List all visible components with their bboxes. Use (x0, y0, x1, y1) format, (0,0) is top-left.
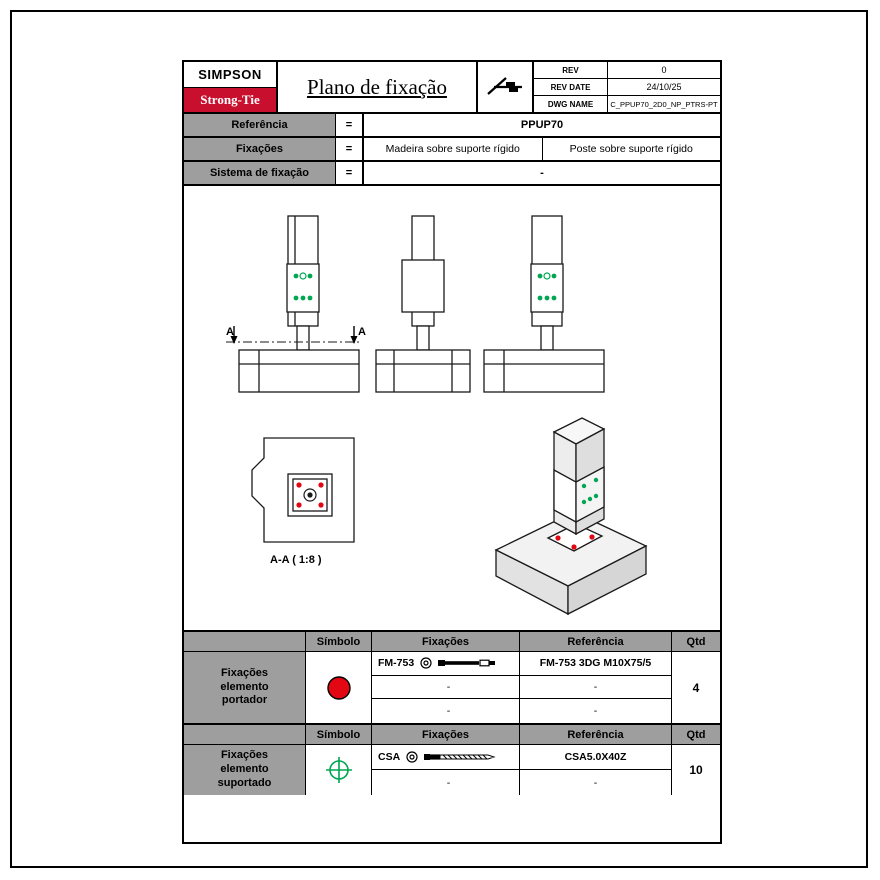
rev-row (534, 62, 720, 79)
table-row: CSA5.0X40Z (520, 745, 671, 770)
header-qtd: Qtd (686, 728, 706, 741)
rev-value: 0 (661, 65, 667, 75)
qty-cell-portador: 4 (692, 680, 700, 695)
logo-strongtie-text: Strong-Tie (184, 88, 276, 113)
table-row (372, 770, 519, 795)
fixing-name: - (446, 776, 451, 789)
table-row (372, 652, 519, 676)
sheet-title-cell (278, 62, 478, 112)
fixing-name: FM-753 (378, 657, 415, 670)
section-mark-right-label: A (358, 326, 366, 338)
header-referencia: Referência (520, 632, 672, 651)
role-label: Fixações elemento portador (220, 666, 269, 707)
header-fixacoes: Fixações (372, 725, 520, 744)
section-caption: A-A ( 1:8 ) (270, 554, 322, 566)
projection-symbol-cell (478, 62, 534, 112)
info-label: Sistema de fixação (184, 162, 336, 184)
symbol-cell-suportado (306, 745, 372, 795)
row-role-suportado (184, 745, 306, 795)
table-row: - (593, 704, 598, 717)
info-row-referencia (184, 114, 720, 138)
section-aa-view (252, 438, 354, 542)
technical-drawing-canvas (184, 186, 720, 632)
table-header-row (184, 632, 720, 652)
red-circle-symbol-icon (324, 673, 354, 703)
bolt-icon (436, 657, 498, 669)
fastener-icons (420, 657, 498, 669)
header-simbolo: Símbolo (306, 725, 372, 744)
screw-icon (422, 751, 498, 763)
table-body (184, 745, 720, 795)
washer-icon (406, 751, 418, 763)
info-value-fixacoes-2: Poste sobre suporte rígido (569, 143, 693, 155)
revision-block (534, 62, 720, 112)
table-row (372, 676, 519, 700)
rev-date-value: 24/10/25 (646, 82, 682, 92)
washer-icon (420, 657, 432, 669)
fixing-name: - (446, 704, 451, 717)
dwg-name-row (534, 96, 720, 112)
fixings-table-suportado (184, 725, 720, 795)
drawing-svg (184, 186, 720, 630)
view-isometric (496, 418, 646, 614)
company-logo (184, 62, 278, 112)
view-front-elevation (226, 216, 362, 392)
fixings-cell-portador (372, 652, 520, 723)
fixing-name: CSA (378, 751, 401, 763)
info-value-sistema: - (540, 167, 544, 179)
fastener-icons (406, 751, 498, 763)
info-label: Fixações (184, 138, 336, 160)
title-block (184, 62, 720, 114)
table-row: - (520, 676, 671, 700)
fixing-name: - (446, 680, 451, 693)
role-label: Fixações elemento suportado (217, 749, 272, 789)
reference-cell-suportado (520, 745, 672, 795)
reference-cell-portador (520, 652, 672, 723)
header-spacer (184, 632, 306, 651)
dwg-name-label: DWG NAME (534, 96, 608, 112)
header-fixacoes: Fixações (372, 632, 520, 651)
info-value-fixacoes-1: Madeira sobre suporte rígido (364, 138, 543, 160)
rev-label: REV (534, 62, 608, 78)
header-simbolo: Símbolo (306, 632, 372, 651)
page-title: Plano de fixação (307, 74, 447, 99)
fixings-table-portador (184, 632, 720, 725)
symbol-cell-portador (306, 652, 372, 723)
header-spacer (184, 725, 306, 744)
table-body (184, 652, 720, 723)
info-equals: = (336, 162, 364, 184)
rev-date-label: REV DATE (534, 79, 608, 95)
info-equals: = (336, 114, 364, 136)
view-side-elevation (376, 216, 470, 392)
info-equals: = (336, 138, 364, 160)
row-role-portador (184, 652, 306, 723)
dwg-name-value: C_PPUP70_2D0_NP_PTRS-PT (610, 99, 718, 109)
drawing-frame (182, 60, 722, 844)
info-row-fixacoes (184, 138, 720, 162)
info-row-sistema (184, 162, 720, 186)
welding-symbol-icon (484, 72, 526, 102)
table-row: FM-753 3DG M10X75/5 (520, 652, 671, 676)
green-crosshair-symbol-icon (323, 754, 355, 786)
info-value-referencia: PPUP70 (520, 119, 564, 131)
info-label: Referência (184, 114, 336, 136)
rev-date-row (534, 79, 720, 96)
table-header-row (184, 725, 720, 745)
header-referencia: Referência (520, 725, 672, 744)
logo-simpson-text: SIMPSON (184, 62, 276, 88)
table-row (372, 699, 519, 723)
fixings-cell-suportado (372, 745, 520, 795)
table-row: - (593, 776, 598, 789)
view-rear-elevation (484, 216, 604, 392)
header-qtd: Qtd (686, 635, 706, 648)
qty-cell-suportado: 10 (689, 763, 703, 777)
sheet-border (10, 10, 868, 868)
section-mark-left-label: A (226, 326, 234, 338)
table-row (372, 745, 519, 770)
